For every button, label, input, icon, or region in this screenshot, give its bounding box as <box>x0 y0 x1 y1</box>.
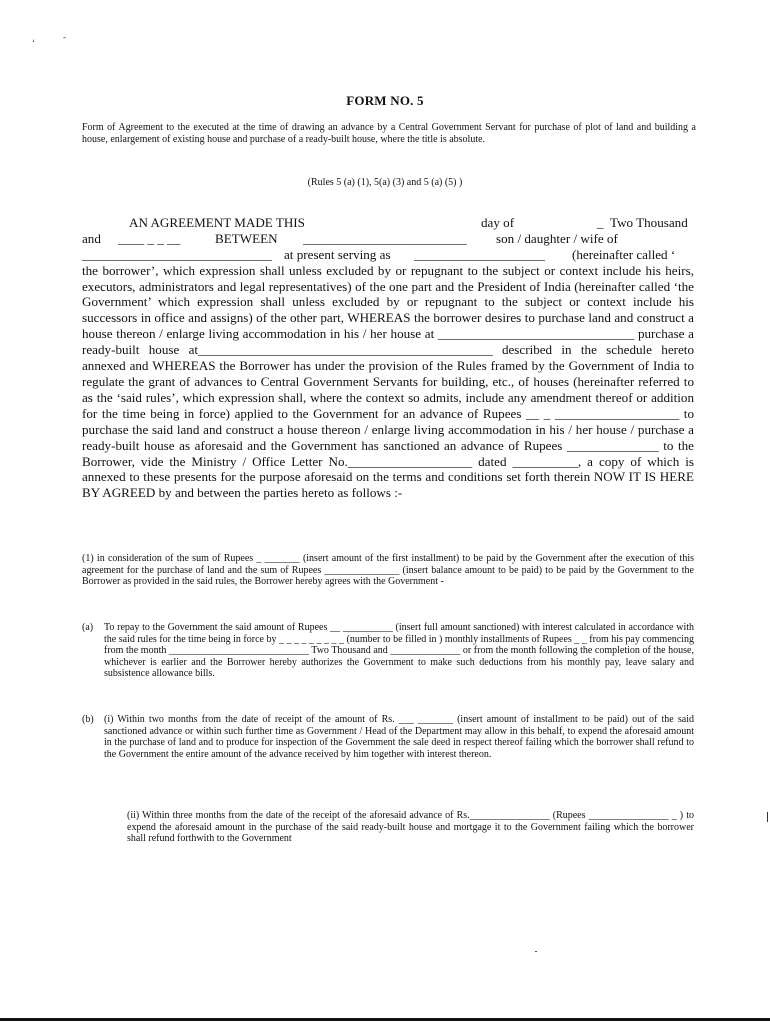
agreement-recitals: the borrower’, which expression shall unless excluded by or repugnant to the subject or context include his heirs, executors, administrators and legal representatives) of the one part and the President of India (hereinafter called ‘the Government’ which expression shall unless excluded by or repugnant to the subject or context include his successors in office and assigns) of the other part, WHEREAS the borrower desires to purchase land and construct a house thereon / enlarge living accommodation in his / her house at ______________________________ purchase a ready-built house at_____________________________________________ described in the schedule hereto annexed and WHEREAS the Borrower has under the provision of the Rules framed by the Government of India to regulate the grant of advances to Central Government Servants for building, etc., of houses (hereinafter referred to as the ‘said rules’, which expression shall, where the context so admits, include any amendment thereof or addition for the time being in force) applied to the Government for an advance of Rupees __ _ ___________________ to purchase the said land and construct a house thereon / enlarge living accommodation in his / her house / purchase a ready-built house as aforesaid and the Government has sanctioned an advance of Rupees ______________ to the Borrower, vide the Ministry / Office Letter No.___________________ dated __________, a copy of which is annexed to these presents for the purpose aforesaid on the terms and conditions set forth therein NOW IT IS HERE BY AGREED by and between the parties hereto as follows :- <box>82 262 694 501</box>
serving-as-label: at present serving as <box>284 246 391 262</box>
scan-speck <box>535 951 537 952</box>
agreement-line-2 <box>82 231 694 247</box>
blank-field: _________________________ <box>303 230 467 246</box>
clause-b-label: (b) <box>82 714 94 725</box>
blank-field: _____________________________ <box>82 246 272 262</box>
day-of-label: day of <box>481 215 515 230</box>
scan-speck: ‘ <box>32 38 35 48</box>
clause-b-text: (i) Within two months from the date of receipt of the amount of Rs. ___ _______ (insert amount of installment to be paid) out of the said sanctioned advance or within such further time as Government / Head of the Department may allow in this behalf, to expend the aforesaid amount in the purchase of land and to produce for inspection of the Government the sale deed in respect thereof failing which the borrower shall refund to the Government the entire amount of the advance received by him together with interest thereon. <box>104 714 694 760</box>
blank-field: ____________________ <box>414 246 545 262</box>
blank-field: ____ _ _ __ <box>118 230 181 246</box>
between-label: BETWEEN <box>215 230 278 246</box>
scan-speck: - <box>63 32 66 42</box>
and-label: and <box>82 230 101 246</box>
form-intro: Form of Agreement to the executed at the time of drawing an advance by a Central Government Servant for purchase of plot of land and building a house, enlargement of existing house and purchase of a ready-built house, where the title is absolute. <box>82 122 696 145</box>
two-thousand-label: Two Thousand <box>610 215 688 230</box>
hereinafter-label: (hereinafter called ‘ <box>572 246 676 262</box>
agreement-body <box>82 215 694 501</box>
agreement-line-3 <box>82 247 694 263</box>
form-title: FORM NO. 5 <box>346 93 424 108</box>
rules-reference: (Rules 5 (a) (1), 5(a) (3) and 5 (a) (5) ) <box>307 177 463 188</box>
clause-b <box>82 714 694 760</box>
scan-bottom-edge <box>0 1018 770 1021</box>
scan-edge-mark <box>767 812 768 822</box>
clause-b-ii: (ii) Within three months from the date of the receipt of the aforesaid advance of Rs.________________ (Rupees ________________ _ ) to expend the aforesaid amount in the purchase of the said ready-built house and mortgage it to the Government failing which the borrower shall refund forthwith to the Government <box>127 810 694 845</box>
clause-a-text: To repay to the Government the said amount of Rupees __ __________ (insert full amount sanctioned) with interest calculated in accordance with the said rules for the time being in force by _ _ _ _ _ _ _ _ _ (number to be filled in ) monthly installments of Rupees _ _ from his pay commencing from the month ____________________________ Two Thousand and ______________ or from the month following the completion of the house, whichever is earlier and the Borrower hereby authorizes the Government to make such deductions from his monthly pay, leave salary and subsistence allowance bills. <box>104 622 694 680</box>
relation-label: son / daughter / wife of <box>496 230 618 246</box>
blank-field: _ <box>597 215 604 230</box>
agreement-line-1 <box>82 215 694 231</box>
clause-1: (1) in consideration of the sum of Rupees _ _______ (insert amount of the first installment) to be paid by the Government after the execution of this agreement for the purchase of land and the sum of Rupees _______________ (insert balance amount to be paid) to be paid by the Government to the Borrower as provided in the said rules, the Borrower hereby agrees with the Government - <box>82 553 694 588</box>
agreement-made-label: AN AGREEMENT MADE THIS <box>129 215 305 230</box>
clause-a-label: (a) <box>82 622 94 633</box>
clause-a <box>82 622 694 680</box>
